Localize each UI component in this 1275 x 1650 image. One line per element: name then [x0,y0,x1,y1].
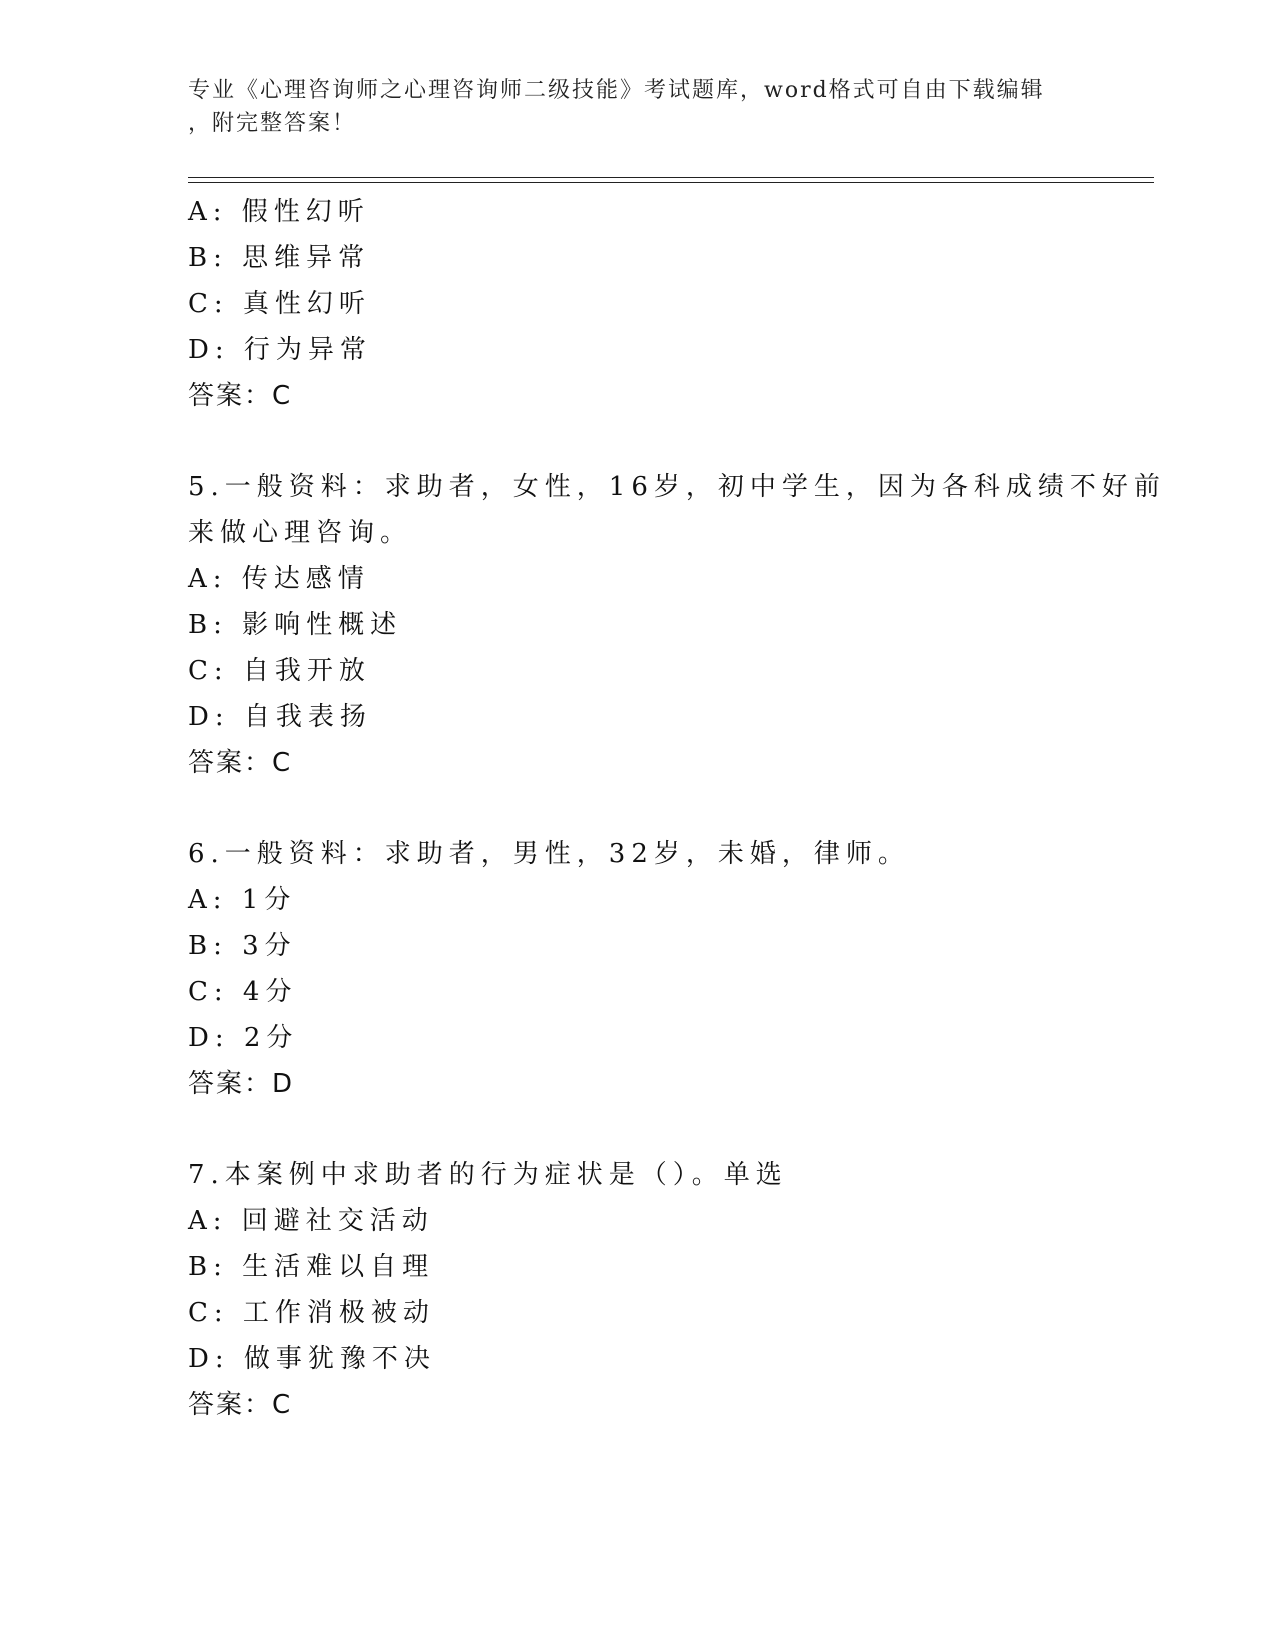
option-d: D: 行为异常 [188,335,372,365]
question-stem: 7.本案例中求助者的行为症状是（）。单选 [188,1160,788,1190]
option-b: B: 影响性概述 [188,610,403,640]
option-d: D: 自我表扬 [188,702,372,732]
spacer [188,1107,1088,1152]
option-a: A: 假性幻听 [188,197,370,227]
question-list [188,189,1166,1428]
answer-line: 答案：C [188,1390,293,1420]
question-stem: 5.一般资料：求助者，女性，16岁，初中学生，因为各科成绩不好前 [188,472,1166,502]
option-c: C: 真性幻听 [188,289,371,319]
option-a: A: 传达感情 [188,564,370,594]
option-d: D: 做事犹豫不决 [188,1344,436,1374]
option-b: B: 3分 [188,931,297,961]
spacer [188,786,1088,831]
answer-line: 答案：C [188,748,293,778]
question-stem: 6.一般资料：求助者，男性，32岁，未婚，律师。 [188,839,910,869]
option-c: C: 4分 [188,977,298,1007]
option-a: A: 1分 [188,885,297,915]
spacer [188,419,1088,464]
question-7-block [188,1152,1088,1428]
answer-line: 答案：D [188,1069,295,1099]
header-line-2: ，附完整答案！ [188,111,357,136]
answer-line: 答案：C [188,381,293,411]
option-d: D: 2分 [188,1023,299,1053]
header-divider-bottom [188,182,1154,183]
header-line-1: 专业《心理咨询师之心理咨询师二级技能》考试题库，word格式可自由下载编辑 [188,78,1045,103]
option-c: C: 自我开放 [188,656,371,686]
option-b: B: 思维异常 [188,243,371,273]
header-divider-top [188,177,1154,178]
option-a: A: 回避社交活动 [188,1206,434,1236]
question-stem-continued: 来做心理咨询。 [188,518,413,548]
document-header [188,74,1068,140]
question-5-block [188,464,1166,786]
option-c: C: 工作消极被动 [188,1298,435,1328]
question-6-block [188,831,1088,1107]
option-b: B: 生活难以自理 [188,1252,435,1282]
question-4-block [188,189,1088,419]
